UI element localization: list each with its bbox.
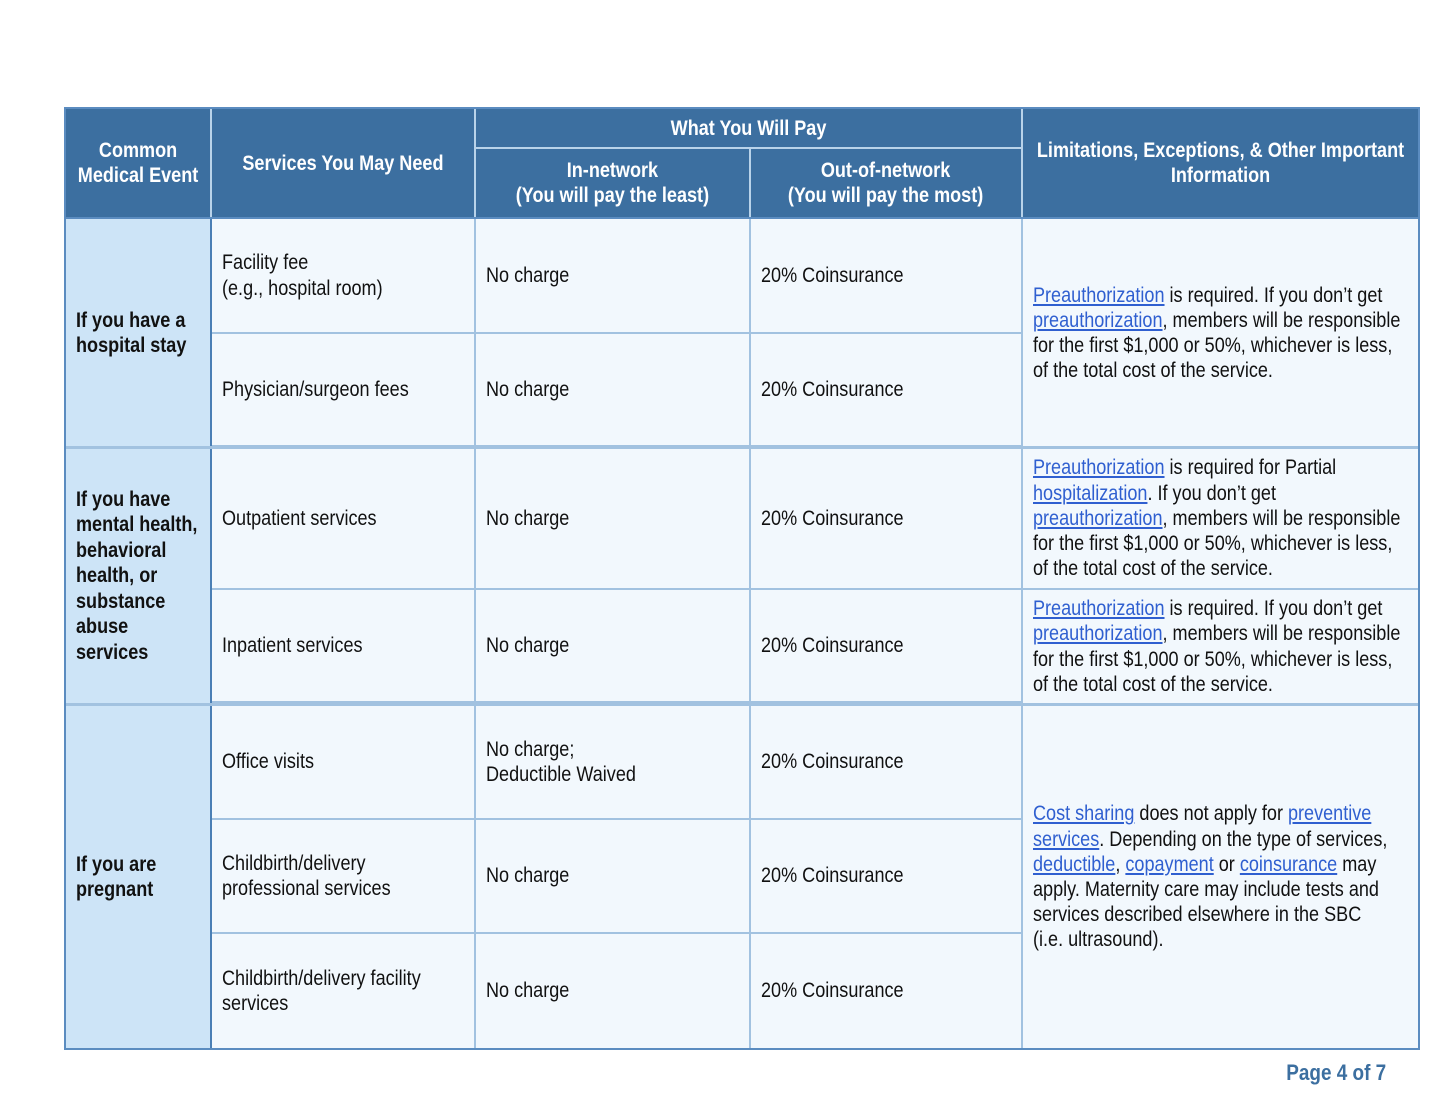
limitation-text: (i.e. ultrasound). <box>1033 928 1164 952</box>
limitation-text: is required for Partial <box>1164 456 1337 480</box>
service-line: (e.g., hospital room) <box>222 276 383 300</box>
out-network-cost <box>751 334 1023 447</box>
in-network-value: No charge <box>486 263 570 287</box>
copayment-link[interactable]: copayment <box>1125 852 1214 876</box>
out-network-cost <box>751 219 1023 334</box>
service-inpatient <box>212 590 476 703</box>
header-services-label: Services You May Need <box>242 151 444 175</box>
preauthorization-link[interactable]: preauthorization <box>1033 308 1163 332</box>
preauthorization-link[interactable]: preauthorization <box>1033 622 1163 646</box>
limitation-text: does not apply for <box>1134 802 1289 826</box>
limitation-text: or <box>1213 852 1240 876</box>
service-childbirth-professional <box>212 820 476 934</box>
in-network-cost <box>476 590 751 703</box>
header-limitations <box>1023 109 1418 217</box>
header-services <box>212 109 476 217</box>
service-line: Childbirth/delivery facility <box>222 966 421 990</box>
service-line: Childbirth/delivery <box>222 851 366 875</box>
limitation-text: services described elsewhere in the SBC <box>1033 903 1362 927</box>
out-network-cost <box>751 820 1023 934</box>
service-outpatient <box>212 449 476 590</box>
out-network-cost <box>751 934 1023 1048</box>
event-pregnant <box>66 706 212 1048</box>
header-common-event-line2: Medical Event <box>77 164 199 187</box>
event-line: pregnant <box>76 878 154 901</box>
hospitalization-link[interactable]: hospitalization <box>1033 481 1148 505</box>
in-network-value: Deductible Waived <box>486 763 636 786</box>
event-mental-health <box>66 449 212 703</box>
limitation-text: for the first $1,000 or 50%, whichever is less, <box>1033 532 1393 556</box>
in-network-cost <box>476 820 751 934</box>
in-network-value: No charge <box>486 633 570 657</box>
service-facility-fee <box>212 219 476 334</box>
header-common-event <box>66 109 212 217</box>
limitation-pregnant <box>1023 706 1418 1048</box>
in-network-cost <box>476 219 751 334</box>
limitation-outpatient <box>1023 449 1418 590</box>
preventive-services-link[interactable]: preventive <box>1288 802 1372 826</box>
preauthorization-link[interactable]: preauthorization <box>1033 506 1163 530</box>
limitation-text: of the total cost of the service. <box>1033 359 1273 383</box>
out-network-value: 20% Coinsurance <box>761 750 904 774</box>
service-line: professional services <box>222 877 391 900</box>
out-network-cost <box>751 449 1023 590</box>
service-line: Facility fee <box>222 251 309 274</box>
service-physician-fees <box>212 334 476 447</box>
out-network-cost <box>751 590 1023 703</box>
out-network-cost <box>751 706 1023 820</box>
out-network-value: 20% Coinsurance <box>761 377 904 401</box>
header-in-network-line2: (You will pay the least) <box>515 184 710 207</box>
in-network-value: No charge <box>486 506 570 530</box>
service-childbirth-facility <box>212 934 476 1048</box>
preauthorization-link[interactable]: Preauthorization <box>1033 283 1165 307</box>
group-divider <box>66 446 1418 449</box>
event-line: If you are <box>76 852 157 876</box>
page-number <box>1240 1060 1386 1090</box>
service-line: Outpatient services <box>222 506 377 530</box>
header-common-event-line1: Common <box>98 139 178 162</box>
limitation-text: for the first $1,000 or 50%, whichever is less, <box>1033 647 1393 671</box>
event-line: If you have a <box>76 308 186 332</box>
limitation-text: , members will be responsible <box>1162 622 1401 646</box>
deductible-link[interactable]: deductible <box>1033 852 1116 876</box>
out-network-value: 20% Coinsurance <box>761 979 904 1003</box>
preauthorization-link[interactable]: Preauthorization <box>1033 456 1165 480</box>
cost-sharing-link[interactable]: Cost sharing <box>1033 802 1135 826</box>
out-network-value: 20% Coinsurance <box>761 633 904 657</box>
service-line: services <box>222 992 289 1015</box>
limitation-text: . If you don’t get <box>1147 481 1276 505</box>
limitation-text: , members will be responsible <box>1162 308 1401 332</box>
in-network-cost <box>476 334 751 447</box>
coinsurance-link[interactable]: coinsurance <box>1239 852 1338 876</box>
header-what-you-pay <box>476 109 1023 149</box>
out-network-value: 20% Coinsurance <box>761 506 904 530</box>
event-line: substance <box>76 589 166 613</box>
header-out-network-line2: (You will pay the most) <box>788 184 984 207</box>
event-line: mental health, <box>76 513 198 537</box>
out-network-value: 20% Coinsurance <box>761 864 904 888</box>
group-divider <box>66 703 1418 706</box>
in-network-value: No charge; <box>486 737 575 761</box>
header-in-network <box>476 149 751 217</box>
event-line: health, or <box>76 564 158 588</box>
in-network-value: No charge <box>486 864 570 888</box>
limitation-text: . Depending on the type of services, <box>1099 827 1388 851</box>
header-out-network-line1: Out-of-network <box>821 159 951 182</box>
out-network-value: 20% Coinsurance <box>761 263 904 287</box>
limitation-text: for the first $1,000 or 50%, whichever is less, <box>1033 334 1393 357</box>
limitation-text: of the total cost of the service. <box>1033 557 1273 581</box>
limitation-text: apply. Maternity care may include tests and <box>1033 878 1379 901</box>
limitation-text: , members will be responsible <box>1162 506 1401 530</box>
limitation-text: , <box>1115 852 1126 876</box>
event-line: hospital stay <box>76 334 187 357</box>
limitation-inpatient <box>1023 590 1418 703</box>
service-line: Office visits <box>222 750 314 774</box>
in-network-cost <box>476 449 751 590</box>
header-what-you-pay-label: What You Will Pay <box>670 116 827 140</box>
limitation-text: may <box>1337 852 1377 876</box>
in-network-value: No charge <box>486 377 570 401</box>
in-network-cost <box>476 934 751 1048</box>
preauthorization-link[interactable]: Preauthorization <box>1033 597 1165 621</box>
event-line: If you have <box>76 487 171 511</box>
header-out-network <box>751 149 1023 217</box>
preventive-services-link[interactable]: services <box>1033 827 1100 851</box>
header-limitations-line1: Limitations, Exceptions, & Other Important <box>1036 139 1405 162</box>
service-office-visits <box>212 706 476 820</box>
service-line: Physician/surgeon fees <box>222 377 409 401</box>
event-line: services <box>76 640 149 664</box>
in-network-value: No charge <box>486 979 570 1003</box>
event-line: abuse <box>76 615 129 639</box>
event-hospital-stay <box>66 219 212 447</box>
limitation-text: is required. If you don’t get <box>1164 283 1383 307</box>
event-line: behavioral <box>76 538 167 562</box>
header-limitations-line2: Information <box>1170 164 1271 187</box>
service-line: Inpatient services <box>222 633 363 657</box>
limitation-text: of the total cost of the service. <box>1033 672 1273 696</box>
limitation-hospital-stay <box>1023 219 1418 447</box>
limitation-text: is required. If you don’t get <box>1164 597 1383 621</box>
page-number-text: Page 4 of 7 <box>1286 1060 1386 1085</box>
header-in-network-line1: In-network <box>566 159 659 182</box>
in-network-cost <box>476 706 751 820</box>
